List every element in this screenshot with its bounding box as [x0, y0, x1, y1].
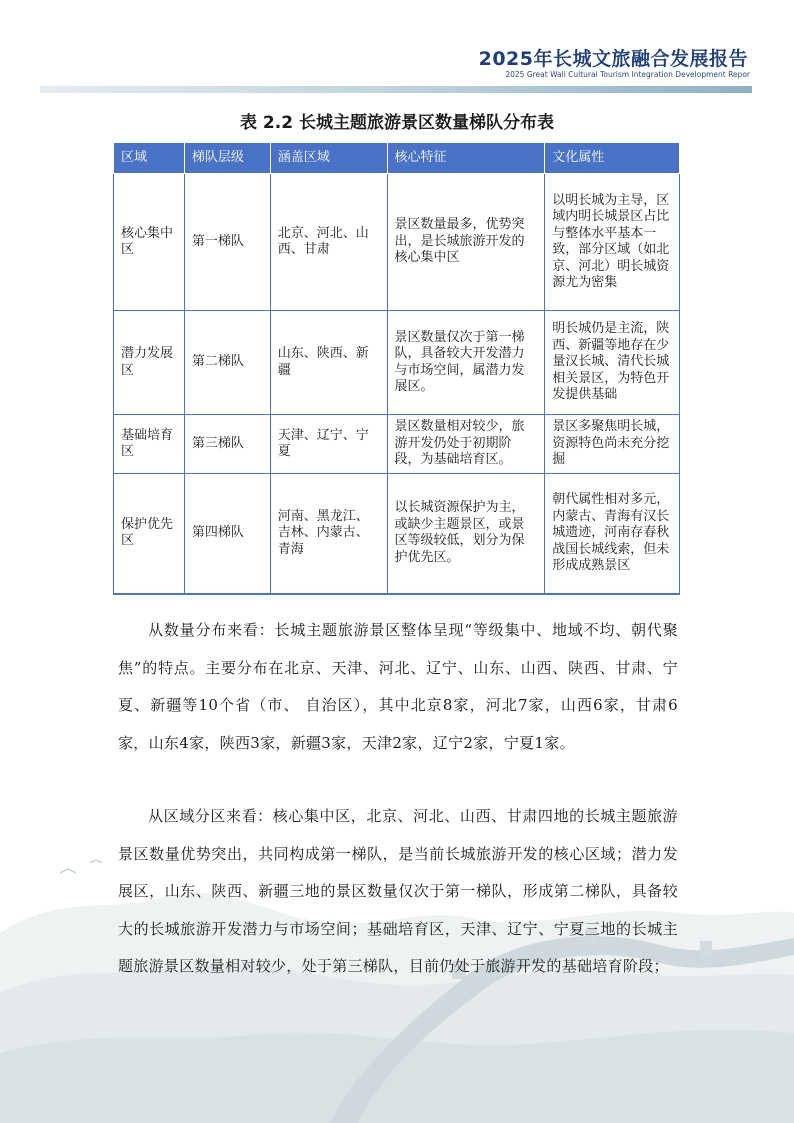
column-header: 涵盖区域 [270, 143, 387, 174]
column-header: 核心特征 [387, 143, 545, 174]
table-cell: 明长城仍是主流，陕西、新疆等地存在少量汉长城、清代长城相关景区，为特色开发提供基础 [545, 311, 680, 415]
column-header: 文化属性 [545, 143, 680, 174]
table-cell: 以长城资源保护为主，或缺少主题景区，或景区等级较低，划分为保护优先区。 [387, 474, 545, 594]
header-divider [40, 86, 752, 93]
table-cell: 天津、辽宁、宁夏 [270, 415, 387, 474]
table-caption: 表 2.2 长城主题旅游景区数量梯队分布表 [240, 113, 554, 133]
report-title: 2025年长城文旅融合发展报告 [478, 48, 748, 70]
table-cell: 以明长城为主导，区域内明长城景区占比与整体水平基本一致，部分区域（如北京、河北）明长城资源尤为密集 [545, 174, 680, 311]
table-cell: 河南、黑龙江、吉林、内蒙古、青海 [270, 474, 387, 594]
table-row [114, 474, 680, 594]
table-cell: 第一梯队 [184, 174, 270, 311]
table-cell: 景区数量最多，优势突出，是长城旅游开发的核心集中区 [387, 174, 545, 311]
table-cell: 基础培育区 [114, 415, 185, 474]
table-cell: 朝代属性相对多元，内蒙古、青海有汉长城遗迹，河南存春秋战国长城线索，但未形成成熟景区 [545, 474, 680, 594]
report-subtitle: 2025 Great Wall Cultural Tourism Integration Development Repor [505, 70, 750, 79]
table-cell: 景区多聚焦明长城，资源特色尚未充分挖掘 [545, 415, 680, 474]
table-cell: 北京、河北、山西、甘肃 [270, 174, 387, 311]
body-paragraph: 从数量分布来看：长城主题旅游景区整体呈现“等级集中、地域不均、朝代聚焦”的特点。主要分布在北京、天津、河北、辽宁、山东、山西、陕西、甘肃、宁夏、新疆等10个省（市、 自治区），其中北京8家，河北7家，山西6家，甘肃6家，山东4家，陕西3家，新疆3家，天津2家，辽宁2家，宁夏1家。 [118, 621, 678, 752]
tier-distribution-table [113, 142, 680, 595]
table-cell: 第二梯队 [184, 311, 270, 415]
table-cell: 景区数量仅次于第一梯队，具备较大开发潜力与市场空间，属潜力发展区。 [387, 311, 545, 415]
body-paragraph: 从区域分区来看：核心集中区，北京、河北、山西、甘肃四地的长城主题旅游景区数量优势突出，共同构成第一梯队，是当前长城旅游开发的核心区域；潜力发展区，山东、陕西、新疆三地的景区数量仅次于第一梯队，形成第二梯队，具备较大的长城旅游开发潜力与市场空间；基础培育区，天津、辽宁、宁夏三地的长城主题旅游景区数量相对较少，处于第三梯队，目前仍处于旅游开发的基础培育阶段； [118, 807, 678, 975]
table-cell: 保护优先区 [114, 474, 185, 594]
table-cell: 景区数量相对较少，旅游开发仍处于初期阶段，为基础培育区。 [387, 415, 545, 474]
table-cell: 核心集中区 [114, 174, 185, 311]
column-header: 区域 [114, 143, 185, 174]
table-cell: 第四梯队 [184, 474, 270, 594]
table-row [114, 174, 680, 311]
column-header: 梯队层级 [184, 143, 270, 174]
table-header-row [114, 143, 680, 174]
table-cell: 潜力发展区 [114, 311, 185, 415]
table-row [114, 311, 680, 415]
table-row [114, 415, 680, 474]
table-cell: 山东、陕西、新疆 [270, 311, 387, 415]
table-cell: 第三梯队 [184, 415, 270, 474]
